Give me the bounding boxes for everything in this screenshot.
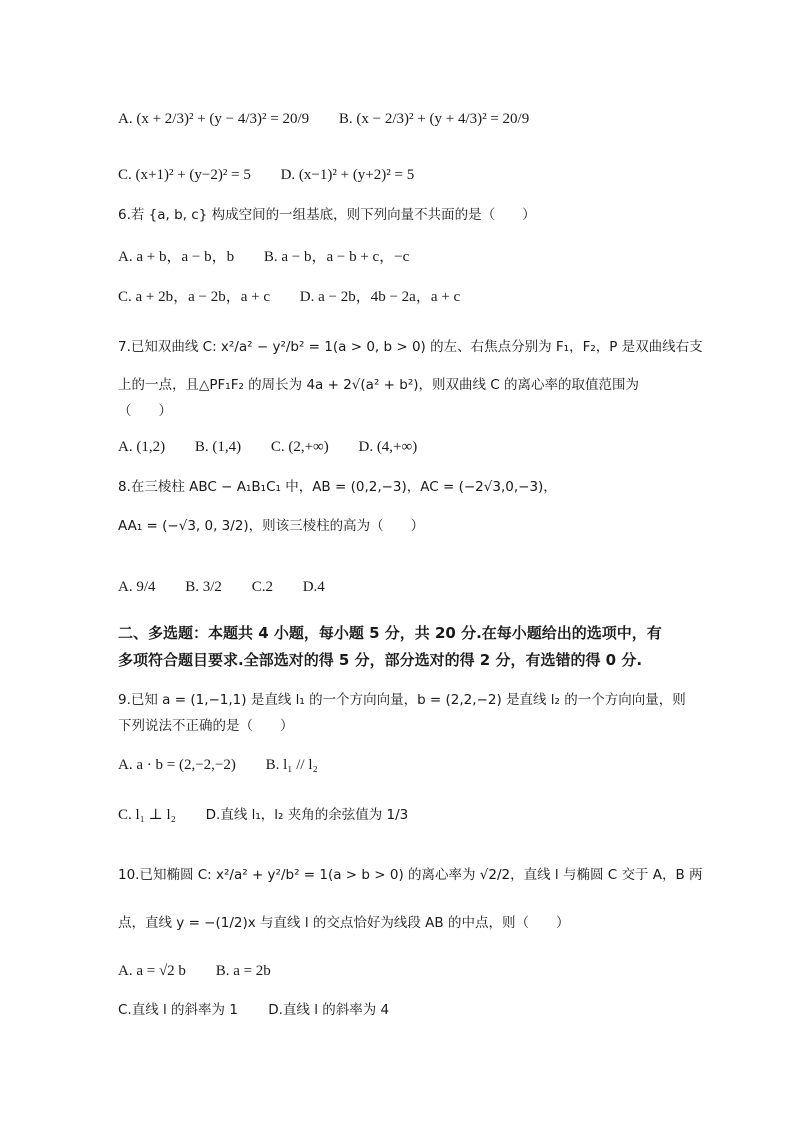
q5-options-row-1 [118, 110, 555, 128]
q8-stem-line-1: 8.在三棱柱 ABC − A₁B₁C₁ 中，AB = (0,2,−3)，AC = (−2√3,0,−3)， [118, 479, 557, 495]
q9-option-a: A. a · b = (2,−2,−2) [118, 757, 236, 773]
q7-stem-line-2: 上的一点，且△PF₁F₂ 的周长为 4a + 2√(a² + b²)，则双曲线 C 的离心率的取值范围为 [118, 377, 640, 393]
q5-option-a: A. (x + 2/3)² + (y − 4/3)² = 20/9 [118, 111, 310, 127]
q9-stem-line-1: 9.已知 a = (1,−1,1) 是直线 l₁ 的一个方向向量，b = (2,2,−2) 是直线 l₂ 的一个方向向量，则 [118, 692, 686, 708]
q5-option-b: B. (x − 2/3)² + (y + 4/3)² = 20/9 [338, 111, 530, 127]
q10-stem-line-1: 10.已知椭圆 C: x²/a² + y²/b² = 1(a > b > 0) 的离心率为 √2/2，直线 l 与椭圆 C 交于 A，B 两 [118, 867, 703, 883]
q7-option-d: D. (4,+∞) [358, 439, 418, 455]
q7-stem-line-1: 7.已知双曲线 C: x²/a² − y²/b² = 1(a > 0, b > 0) 的左、右焦点分别为 F₁，F₂，P 是双曲线右支 [118, 339, 703, 355]
q8-option-a: A. 9/4 [118, 579, 156, 595]
q10-options-row-1 [118, 962, 297, 980]
q7-option-a: A. (1,2) [118, 439, 166, 455]
q8-option-c: C.2 [251, 579, 273, 595]
q10-options-row-2 [118, 1001, 415, 1019]
q8-stem-line-2: AA₁ = (−√3, 0, 3/2)，则该三棱柱的高为（ ） [118, 518, 425, 534]
q5-option-d: D. (x−1)² + (y+2)² = 5 [280, 167, 415, 183]
q9-options-row-1 [118, 756, 344, 774]
q7-option-c: C. (2,+∞) [270, 439, 329, 455]
q5-option-c: C. (x+1)² + (y−2)² = 5 [118, 167, 251, 183]
q9-option-b: B. l₁ // l₂ [265, 757, 318, 773]
q6-options-row-1 [118, 248, 435, 266]
q7-options [118, 438, 443, 456]
q7-option-b: B. (1,4) [194, 439, 242, 455]
q6-option-d: D. a − 2b，4b − 2a，a + c [299, 289, 461, 305]
q5-options-row-2 [118, 166, 440, 184]
q9-stem-line-2: 下列说法不正确的是（ ） [118, 718, 294, 734]
q10-option-b: B. a = 2b [215, 963, 271, 979]
q6-option-a: A. a + b，a − b，b [118, 249, 235, 265]
q10-option-c: C.直线 l 的斜率为 1 [118, 1002, 238, 1018]
q10-option-d: D.直线 l 的斜率为 4 [268, 1002, 390, 1018]
q6-options-row-2 [118, 288, 486, 306]
q9-options-row-2 [118, 806, 434, 824]
q9-option-d: D.直线 l₁，l₂ 夹角的余弦值为 1/3 [205, 807, 409, 823]
section-2-heading-line-1: 二、多选题：本题共 4 小题，每小题 5 分，共 20 分.在每小题给出的选项中，有 [118, 624, 662, 642]
q8-option-d: D.4 [302, 579, 325, 595]
q10-stem-line-2: 点，直线 y = −(1/2)x 与直线 l 的交点恰好为线段 AB 的中点，则（ ） [118, 915, 570, 931]
q9-option-c: C. l₁ ⊥ l₂ [118, 807, 176, 823]
section-2-heading-line-2: 多项符合题目要求.全部选对的得 5 分，部分选对的得 2 分，有选错的得 0 分. [118, 651, 643, 669]
q8-options [118, 578, 351, 596]
q10-option-a: A. a = √2 b [118, 963, 186, 979]
q6-option-b: B. a − b，a − b + c，−c [263, 249, 410, 265]
q8-option-b: B. 3/2 [185, 579, 222, 595]
q6-stem: 6.若 {a, b, c} 构成空间的一组基底，则下列向量不共面的是（ ） [118, 207, 536, 223]
q7-stem-line-3: （ ） [118, 403, 172, 419]
q6-option-c: C. a + 2b，a − 2b，a + c [118, 289, 271, 305]
